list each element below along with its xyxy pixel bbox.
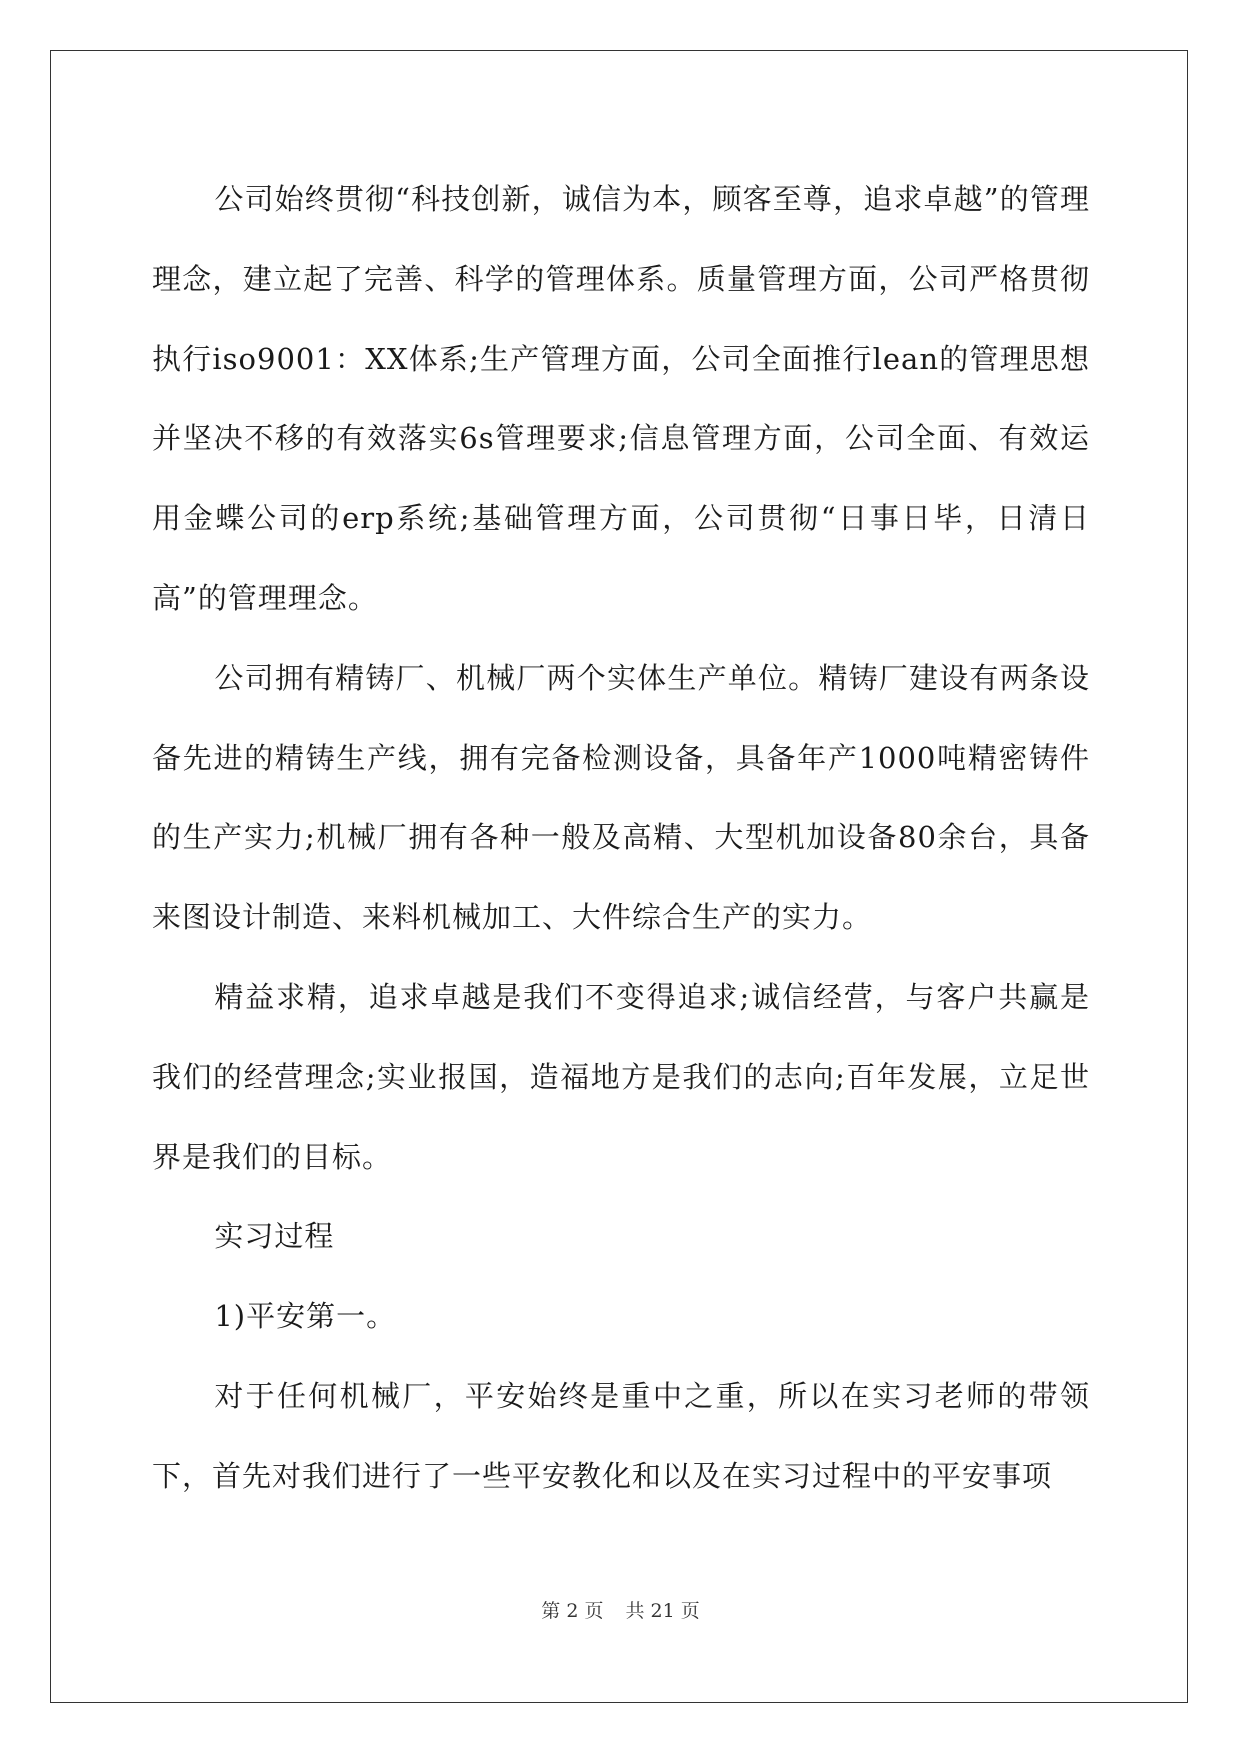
paragraph-safety: 对于任何机械厂，平安始终是重中之重，所以在实习老师的带领下，首先对我们进行了一些平安教化和以及在实习过程中的平安事项 xyxy=(152,1378,1090,1493)
paragraph-company-values: 精益求精，追求卓越是我们不变得追求;诚信经营，与客户共赢是我们的经营理念;实业报国，造福地方是我们的志向;百年发展，立足世界是我们的目标。 xyxy=(152,979,1090,1174)
page-footer xyxy=(0,1596,1241,1623)
page-total: 共 21 页 xyxy=(625,1600,700,1622)
paragraph-production-units: 公司拥有精铸厂、机械厂两个实体生产单位。精铸厂建设有两条设备先进的精铸生产线，拥有完备检测设备，具备年产1000吨精密铸件的生产实力;机械厂拥有各种一般及高精、大型机加设备80余台，具备来图设计制造、来料机械加工、大件综合生产的实力。 xyxy=(152,660,1090,935)
section-heading-internship-process: 实习过程 xyxy=(214,1219,335,1254)
document-body xyxy=(152,160,1090,1517)
page-number: 第 2 页 xyxy=(541,1600,604,1622)
paragraph-company-management: 公司始终贯彻“科技创新，诚信为本，顾客至尊，追求卓越”的管理理念，建立起了完善、科学的管理体系。质量管理方面，公司严格贯彻执行iso9001：XX体系;生产管理方面，公司全面推行lean的管理思想并坚决不移的有效落实6s管理要求;信息管理方面，公司全面、有效运用金蝶公司的erp系统;基础管理方面，公司贯彻“日事日毕，日清日高”的管理理念。 xyxy=(152,182,1090,615)
subheading-safety-first: 1)平安第一。 xyxy=(214,1299,397,1334)
